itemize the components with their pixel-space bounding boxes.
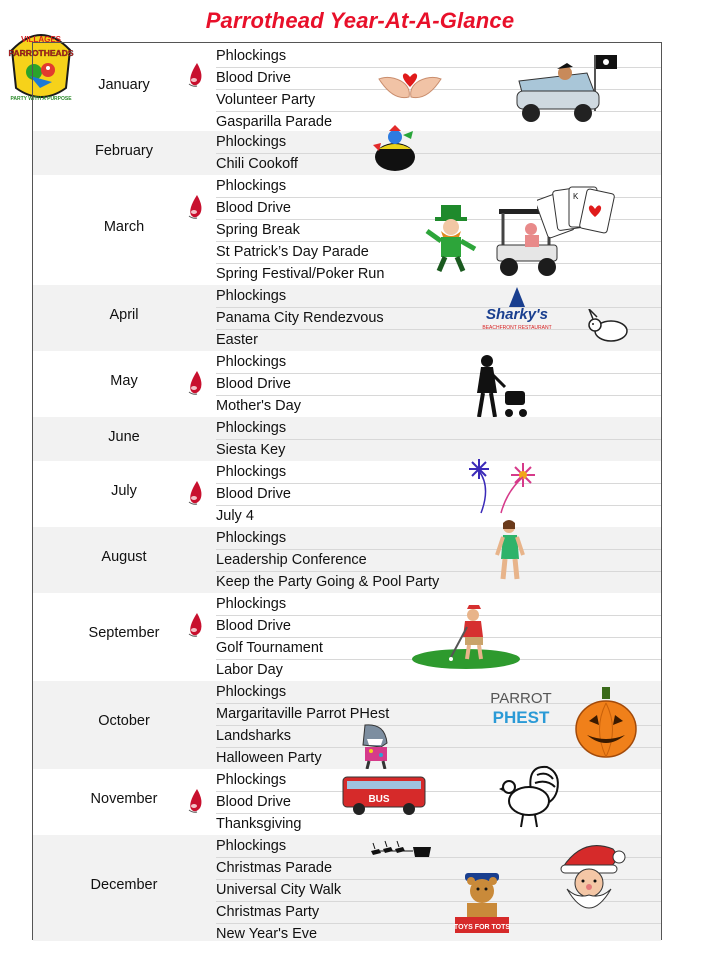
blood-drop-icon	[185, 369, 205, 397]
parrot-phest-logo	[483, 687, 559, 729]
bus-text: BUS	[368, 794, 390, 805]
toys-text: TOYS FOR TOTS	[453, 924, 511, 931]
event-item: Mother's Day	[216, 398, 301, 414]
month-block-july	[33, 461, 661, 527]
event-item: Blood Drive	[216, 70, 291, 86]
event-item: Christmas Parade	[216, 860, 333, 876]
event-item: Margaritaville Parrot PHest	[216, 706, 390, 722]
month-label: March	[103, 219, 145, 235]
event-item: Phlockings	[216, 464, 287, 480]
event-item: Labor Day	[216, 662, 283, 678]
month-block-may	[33, 351, 661, 417]
event-item: Chili Cookoff	[216, 156, 298, 172]
month-block-september	[33, 593, 661, 681]
event-item: Blood Drive	[216, 794, 291, 810]
event-item: Phlockings	[216, 134, 287, 150]
helping-hands-image	[375, 57, 445, 107]
month-label: July	[111, 483, 137, 499]
event-item: Easter	[216, 332, 258, 348]
logo-line2: PARROTHEADS	[8, 48, 74, 58]
phest-text: PHEST	[492, 708, 550, 727]
month-label: February	[94, 143, 154, 159]
turkey-image	[497, 761, 563, 829]
event-item: Phlockings	[216, 838, 287, 854]
svg-text:K: K	[573, 192, 579, 201]
month-label: April	[109, 307, 139, 323]
event-item: Phlockings	[216, 354, 287, 370]
event-item: Phlockings	[216, 596, 287, 612]
logo-line3: PARTY WITH A PURPOSE	[10, 96, 72, 102]
pirate-golf-cart-image	[507, 51, 623, 127]
event-item: Phlockings	[216, 684, 287, 700]
event-item: Spring Break	[216, 222, 300, 238]
month-block-august	[33, 527, 661, 593]
easter-bunny-image	[585, 309, 633, 343]
blood-drop-icon	[185, 479, 205, 507]
event-item: Phlockings	[216, 420, 287, 436]
month-block-june	[33, 417, 661, 461]
event-item: Phlockings	[216, 48, 287, 64]
event-item: Thanksgiving	[216, 816, 302, 832]
event-item: Blood Drive	[216, 618, 291, 634]
party-bus-image	[341, 771, 427, 817]
event-item: Phlockings	[216, 530, 287, 546]
month-block-january	[33, 43, 661, 131]
santa-face-image	[553, 837, 629, 921]
event-item: St Patrick’s Day Parade	[216, 244, 369, 260]
month-block-november	[33, 769, 661, 835]
month-block-february	[33, 131, 661, 175]
month-label: October	[98, 713, 150, 729]
month-block-october	[33, 681, 661, 769]
event-item: Halloween Party	[216, 750, 322, 766]
calendar-table	[32, 42, 662, 940]
sharkys-name: Sharky's	[486, 306, 548, 323]
event-item: Panama City Rendezvous	[216, 310, 384, 326]
santa-sleigh-image	[369, 839, 435, 861]
event-item: Blood Drive	[216, 200, 291, 216]
event-item: Landsharks	[216, 728, 291, 744]
event-item: Keep the Party Going & Pool Party	[216, 574, 440, 590]
logo-line1: VILLAGES	[20, 35, 62, 44]
playing-cards-image	[537, 181, 621, 247]
leprechaun-image	[423, 203, 479, 275]
event-item: Blood Drive	[216, 376, 291, 392]
swimsuit-woman-image	[495, 519, 527, 583]
event-item: July 4	[216, 508, 254, 524]
month-label: June	[108, 429, 140, 445]
event-item: Universal City Walk	[216, 882, 342, 898]
blood-drop-icon	[185, 787, 205, 815]
fireworks-image	[467, 457, 545, 515]
month-label: May	[110, 373, 138, 389]
event-item: New Year's Eve	[216, 926, 318, 942]
month-label: December	[90, 877, 158, 893]
event-item: Spring Festival/Poker Run	[216, 266, 385, 282]
parrot-text: PARROT	[490, 690, 552, 707]
event-item: Siesta Key	[216, 442, 286, 458]
event-item: Volunteer Party	[216, 92, 316, 108]
month-label: November	[90, 791, 158, 807]
event-item: Phlockings	[216, 288, 287, 304]
month-block-december	[33, 835, 661, 941]
month-block-april	[33, 285, 661, 351]
month-label: January	[98, 77, 150, 93]
event-item: Phlockings	[216, 772, 287, 788]
mother-stroller-image	[473, 353, 533, 421]
event-item: Golf Tournament	[216, 640, 323, 656]
month-block-march	[33, 175, 661, 285]
chili-pot-parrot-image	[369, 125, 423, 173]
page-title: Parrothead Year-At-A-Glance	[205, 8, 515, 33]
toys-for-tots-bear-image	[453, 871, 511, 935]
divider	[216, 505, 661, 506]
shark-mascot-image	[355, 721, 395, 769]
month-label: September	[88, 625, 160, 641]
event-item: Gasparilla Parade	[216, 114, 333, 130]
month-label: August	[101, 549, 147, 565]
golfer-image	[411, 601, 521, 671]
pumpkin-image	[573, 685, 639, 759]
blood-drop-icon	[185, 61, 205, 89]
event-item: Phlockings	[216, 178, 287, 194]
event-item: Christmas Party	[216, 904, 320, 920]
blood-drop-icon	[185, 193, 205, 221]
event-item: Blood Drive	[216, 486, 291, 502]
sharkys-logo	[477, 285, 559, 335]
event-item: Leadership Conference	[216, 552, 367, 568]
sharkys-sub: BEACHFRONT RESTAURANT	[482, 325, 552, 331]
blood-drop-icon	[185, 611, 205, 639]
